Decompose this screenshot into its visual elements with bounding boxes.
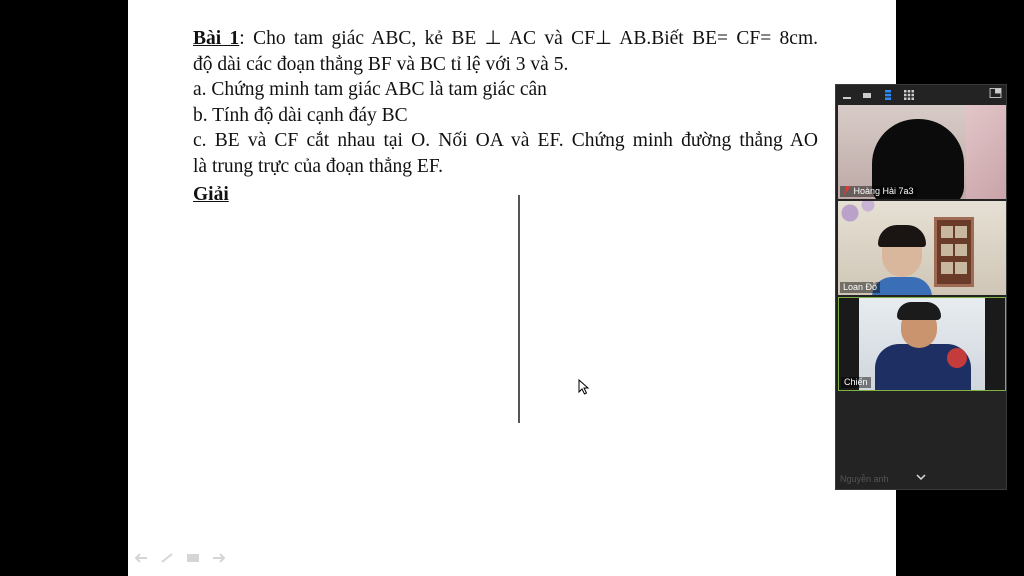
- participant-name: Chiến: [844, 377, 868, 387]
- participant-name-tag: [841, 377, 871, 388]
- presentation-slide: [128, 0, 896, 576]
- hidden-participant-name: Nguyễn anh: [840, 474, 889, 484]
- strip-view-icon[interactable]: [883, 90, 893, 100]
- exit-fullscreen-icon[interactable]: [989, 88, 1002, 98]
- background-toy: [947, 348, 967, 368]
- participant-tile-3[interactable]: [838, 297, 1006, 391]
- minimize-icon[interactable]: [842, 90, 852, 100]
- chevron-down-icon[interactable]: [916, 473, 926, 481]
- problem-line-1: [193, 26, 818, 52]
- problem-line-1-text: : Cho tam giác ABC, kẻ BE ⊥ AC và CF⊥ AB.Biết BE= CF= 8cm.: [239, 28, 818, 49]
- next-arrow-icon[interactable]: [212, 553, 226, 563]
- video-panel-toolbar: [836, 85, 1006, 105]
- mic-muted-icon: [843, 186, 851, 195]
- slide-toolbar: [134, 553, 226, 563]
- pen-icon[interactable]: [160, 553, 174, 563]
- problem-title: Bài 1: [193, 28, 240, 49]
- solution-heading: Giải: [193, 184, 229, 205]
- participant-shirt: [872, 277, 932, 295]
- participant-name: Hoàng Hải 7a3: [853, 186, 914, 196]
- participant-tile-1[interactable]: [838, 105, 1006, 199]
- participant-name-tag: [840, 282, 880, 293]
- gallery-view-icon[interactable]: [903, 90, 915, 100]
- mouse-cursor-icon: [578, 379, 590, 395]
- video-panel: [835, 84, 1007, 490]
- question-c-continued: là trung trực của đoạn thẳng EF.: [193, 155, 443, 177]
- vertical-divider: [518, 195, 520, 423]
- problem-text: [193, 26, 818, 179]
- slides-grid-icon[interactable]: [186, 553, 200, 563]
- single-view-icon[interactable]: [862, 90, 872, 100]
- participant-hair: [878, 225, 926, 247]
- background-window: [934, 217, 974, 287]
- question-b: b. Tính độ dài cạnh đáy BC: [193, 104, 408, 126]
- question-a: a. Chứng minh tam giác ABC là tam giác cân: [193, 79, 547, 100]
- background-wall: [966, 105, 1006, 199]
- question-c: c. BE và CF cắt nhau tại O. Nối OA và EF. Chứng minh đường thẳng AO: [193, 130, 818, 151]
- problem-line-2: độ dài các đoạn thẳng BF và BC tỉ lệ với 3 và 5.: [193, 53, 569, 75]
- participant-tile-2[interactable]: [838, 201, 1006, 295]
- prev-arrow-icon[interactable]: [134, 553, 148, 563]
- participant-hair: [897, 302, 941, 320]
- participant-name: Loan Đỗ: [843, 282, 878, 292]
- participant-name-tag: [840, 186, 917, 197]
